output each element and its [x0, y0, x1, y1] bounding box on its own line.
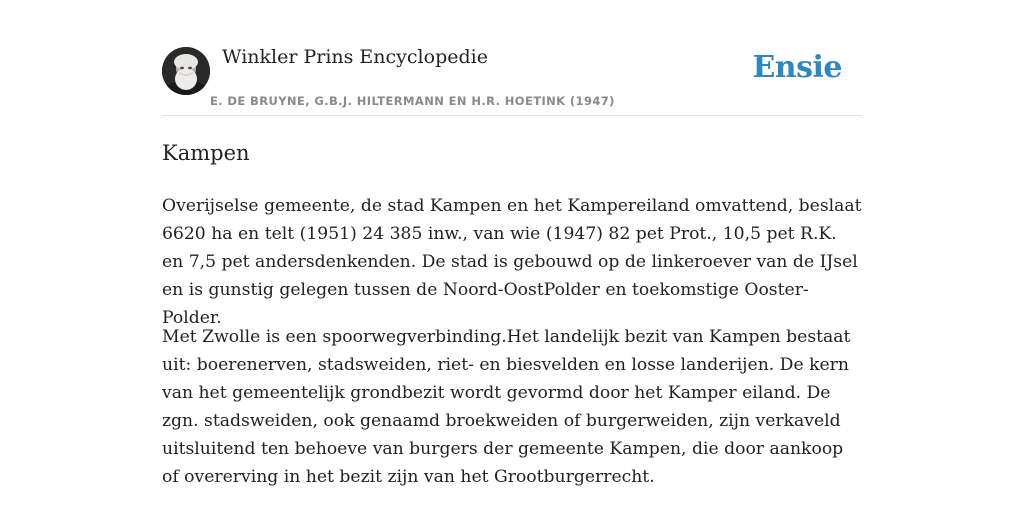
article-paragraph-1: Overijselse gemeente, de stad Kampen en het Kampereiland omvattend, beslaat 6620 ha en telt (1951) 24 385 inw., van wie (1947) 82 pet Prot., 10,5 pet R.K. en 7,5 pet andersdenkenden. De stad is gebouwd op de linkeroever van de IJsel en is gunstig gelegen tussen de Noord-OostPolder en toekomstige Ooster-Polder. [162, 196, 862, 328]
bearded-man-portrait-icon [162, 47, 210, 95]
ensie-logo[interactable]: Ensie [752, 50, 842, 85]
header [162, 0, 862, 116]
article-paragraph-2: Met Zwolle is een spoorwegverbinding.Het landelijk bezit van Kampen bestaat uit: boerenerven, stadsweiden, riet- en biesvelden en losse landerijen. De kern van het gemeentelijk grondbezit wordt gevormd door het Kamper eiland. De zgn. stadsweiden, ook genaamd broekweiden of burgerweiden, zijn verkaveld uitsluitend ten behoeve van burgers der gemeente Kampen, die door aankoop of overerving in het bezit zijn van het Grootburgerrecht. [162, 327, 851, 487]
site-title[interactable]: Winkler Prins Encyclopedie [222, 46, 488, 68]
authors-byline: E. DE BRUYNE, G.B.J. HILTERMANN EN H.R. HOETINK (1947) [210, 94, 615, 108]
article-title: Kampen [162, 141, 250, 165]
page-container [162, 0, 862, 512]
avatar[interactable] [162, 47, 210, 95]
